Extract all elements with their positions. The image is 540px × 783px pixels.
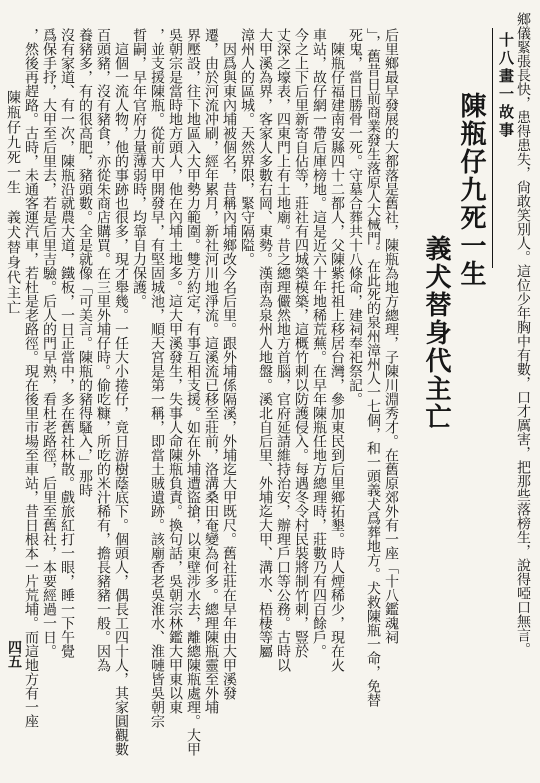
body-column: 漳州人的區城。天然界限，緊守隔隘。 — [239, 28, 255, 266]
body-column: 大甲溪為界，客家人多數右岡、東勢。漢南為泉州人地盤。溪北自后里、外埔迄大甲、溝水、梧棲等屬 — [257, 28, 273, 658]
body-column: 界壓設，往下地區入大甲勢力範圍。雙方約定，有事互相支援。如在外埔遭盜搶，以東壁涉水去，離總陳瓶處理。大甲 — [185, 28, 201, 756]
body-column: 遷，由於河流冲刷，經年累月，新社河川地淨流。這溪流已移至莊前，洛溝桑田奄變為何多。總理陳瓶靈至外埔 — [203, 28, 219, 714]
body-column: 車站，故仔網一帶后庫榜地。這是近六十年地稀荒蕪。在早年陳瓶任地方總理時，莊數乃有四百餘戶。 — [311, 28, 327, 658]
body-column: 陳瓶仔福建南安縣四十二都人，父陳紫托祖上移居台灣，參加東民到后里鄉拓墾。時人煙稀少，現在火 — [329, 28, 345, 672]
body-column: 爲保手抒，大甲至后里去，若是后里吉驗。后人的門早熟，看杜老路徑，后里至舊社，本要經過一日。 — [41, 28, 57, 658]
top-text-column-1: 鄉儀緊張長快，患得患失，尙敢笑別人。這位少年胸中有數，口才厲害，把那些落榜生，說得啞口無言。 — [515, 12, 531, 656]
body-column: 晢嗣，早年官府力量薄弱時，均靠自力保護。 — [131, 28, 147, 308]
body-column: 養豬多，有的很高肥，豬頭數。全是就像「可美言。陳瓶的豬得騷入，」那時 — [77, 28, 93, 497]
section-rule — [492, 28, 493, 268]
body-column: 」，舊昔日前商業發生落原人大械門。在此死的泉州漳州人一七個，和一頭義犬爲葬地方。犬救陳瓶一命，免替 — [365, 28, 381, 707]
body-column: 百頭豬，沒有豬食，亦從朱商店購買。在三里外埔仔時。偷吃糠，所吃的米汁稀有，擔長豬豬一般。因為 — [95, 28, 111, 672]
body-column: 這個一流人物，他的事跡也很多，現才舉幾。一任大小捲仔，竟日游樹蔭底下。個頭人，偶長工四十人，其家圓觀數 — [113, 28, 129, 756]
title-part1: 陳瓶仔九死一生 — [456, 92, 486, 288]
running-footer: 陳瓶仔九死一生 義犬替身代主亡 — [5, 90, 21, 315]
body-column: 今之上下后里新寄自佔等，莊社有四城築模築，這概竹刺以防護侵入。每遇冬令村民裝將制竹刺，豎於 — [293, 28, 309, 658]
body-column: 因爲與東內埔被個名，昔稱內埔鄉改今名后里。跟外埔係隔溪，外埔迄大甲既尺。舊社莊在早年由大甲溪發 — [221, 28, 237, 700]
body-column: 后里鄉最早發展的大都落是舊社，陳瓶為地方總理，子陳川淵秀才。在舊原郊外有一座「十八鑑魂祠 — [383, 28, 399, 644]
title-part2: 義犬替身代主亡 — [421, 235, 451, 431]
body-column: 吳朝宗是當時地方頭人，他在內埔土地多。這大甲溪發生，失事人命陳瓶負責。換句話，吳朝宗林鑑大甲東以東 — [167, 28, 183, 714]
page-number: 四五 — [6, 640, 22, 668]
body-column: ，並支援陳瓶。從前大甲開發早，有堅固城池，順天宮是第一稱，即當土賊遺跡。該廟香老吳淮水、淮嗹皆吳朝宗 — [149, 28, 165, 728]
body-column: 沒有家道、有一次，陳瓶沿就農大道，鐵板，一日正當中，多在舊社林散。戲旅紅打一眼，睡一下午覺 — [59, 28, 75, 658]
section-label: 十八畫一故事 — [497, 32, 515, 140]
body-column: 死鬼，當日勝骨一死。守墓合葬共十八條命，建祠奉祀祭記。 — [347, 28, 363, 406]
body-column: 丈深之壕表，四東門上有土地廟。昔之總理儼然地方首腦，官府延請維持治安，辦理戶口等公務。古時以 — [275, 28, 291, 672]
top-text-column-2: ，然後再趕路。古時，未通客運汽車，若杜是老路徑。現在後里市場至車站，昔日根本一片荒埔。而這地方有一座 — [23, 28, 39, 728]
